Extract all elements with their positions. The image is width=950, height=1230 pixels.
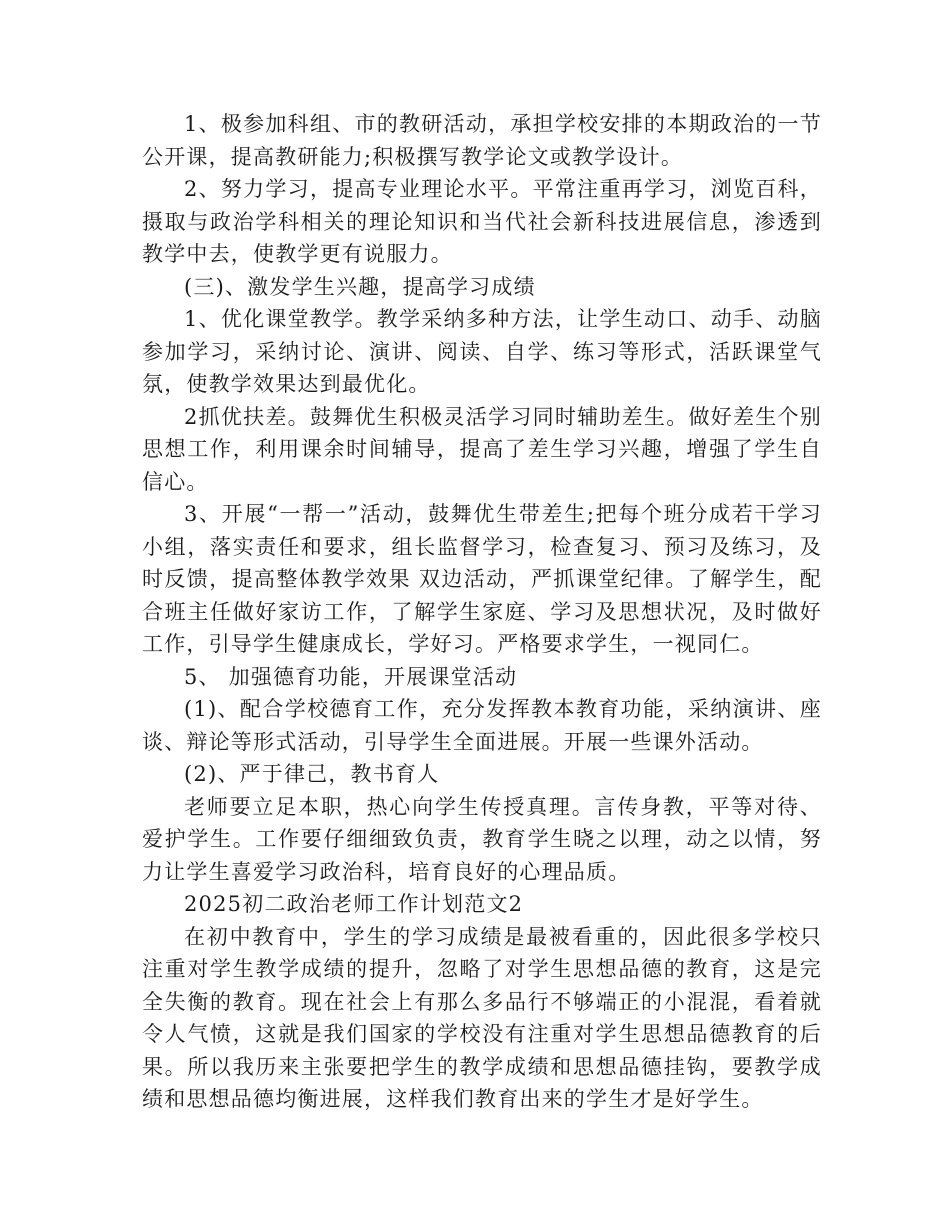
paragraph-10: 老师要立足本职，热心向学生传授真理。言传身教，平等对待、爱护学生。工作要仔细细致负责，教育学生晓之以理，动之以情，努力让学生喜爱学习政治科，培育良好的心理品质。	[142, 794, 822, 884]
section-heading-7: 5、 加强德育功能，开展课堂活动	[184, 664, 518, 689]
paragraph-2: 2、努力学习，提高专业理论水平。平常注重再学习，浏览百科，摄取与政治学科相关的理论知识和当代社会新科技进展信息，渗透到教学中去，使教学更有说服力。	[142, 177, 822, 266]
paragraph-8: (1)、配合学校德育工作，充分发挥教本教育功能，采纳演讲、座谈、辩论等形式活动，引导学生全面进展。开展一些课外活动。	[142, 697, 822, 754]
paragraph-1: 1、极参加科组、市的教研活动，承担学校安排的本期政治的一节公开课，提高教研能力;积极撰写教学论文或教学设计。	[142, 112, 822, 169]
paragraph-5: 2抓优扶差。鼓舞优生积极灵活学习同时辅助差生。做好差生个别思想工作，利用课余时间辅导，提高了差生学习兴趣，增强了学生自信心。	[142, 404, 822, 494]
section-heading-3: (三)、激发学生兴趣，提高学习成绩	[184, 274, 536, 299]
article-title-11: 2025初二政治老师工作计划范文2	[184, 892, 524, 916]
paragraph-4: 1、优化课堂教学。教学采纳多种方法，让学生动口、动手、动脑参加学习，采纳讨论、演讲、阅读、自学、练习等形式，活跃课堂气氛，使教学效果达到最优化。	[142, 307, 822, 396]
paragraph-12: 在初中教育中，学生的学习成绩是最被看重的，因此很多学校只注重对学生教学成绩的提升，忽略了对学生思想品德的教育，这是完全失衡的教育。现在社会上有那么多品行不够端正的小混混，看着就令人气愤，这就是我们国家的学校没有注重对学生思想品德教育的后果。所以我历来主张要把学生的教学成绩和思想品德挂钩，要教学成绩和思想品德均衡进展，这样我们教育出来的学生才是好学生。	[142, 924, 822, 1111]
section-heading-9: (2)、严于律己，教书育人	[184, 762, 440, 786]
paragraph-6: 3、开展“一帮一”活动，鼓舞优生带差生;把每个班分成若干学习小组，落实责任和要求，组长监督学习，检查复习、预习及练习，及时反馈，提高整体教学效果 双边活动，严抓课堂纪律。了解学生，配合班主任做好家访工作，了解学生家庭、学习及思想状况，及时做好工作，引导学生健康成长，学好习。严格要求学生，一视同仁。	[142, 502, 822, 656]
document-body	[142, 108, 822, 1116]
